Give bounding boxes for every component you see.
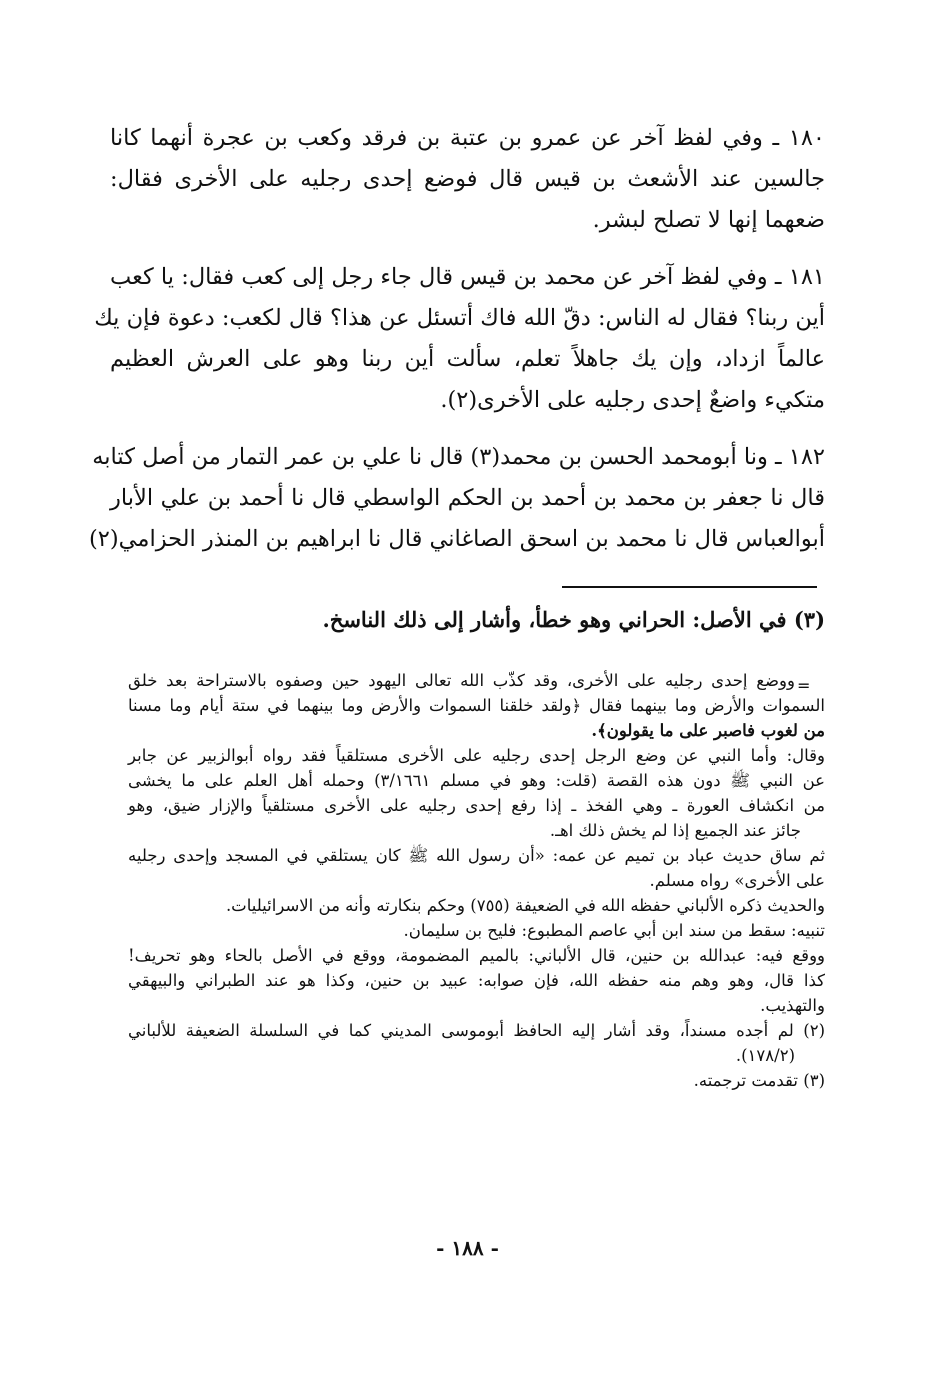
paragraph-182 [88, 437, 825, 560]
footnote-line: (١٧٨/٢). [735, 1046, 795, 1065]
footnote-line: ووضع إحدى رجليه على الأخرى، وقد كذّب الله تعالى اليهود حين وصفوه بالاستراحة بعد خلق [128, 671, 795, 690]
footnote-line: والحديث ذكره الألباني حفظه الله في الضعيفة (٧٥٥) وحكم بنكارته وأنه من الاسرائيليات. [225, 896, 825, 915]
footnote-line: السموات والأرض وما بينهما فقال ﴿ولقد خلقنا السموات والأرض وما بينهما في ستة أيام وما مسنا [128, 696, 825, 715]
footnote-line: تنبيه: سقط من سند ابن أبي عاصم المطبوع: فليح بن سليمان. [403, 921, 825, 940]
footnote-line: على الأخرى» رواه مسلم. [649, 871, 825, 890]
text-line: ١٨٢ ـ ونا أبومحمد الحسن بن محمد(٣) قال نا علي بن عمر التمار من أصل كتابه [92, 444, 825, 470]
footnotes-block [128, 668, 825, 1093]
footnote-line: عن النبي ﷺ دون هذه القصة (قلت: وهو في مسلم ٣/١٦٦١) وحمله أهل العلم على ما يخشى [128, 771, 826, 790]
text-line: متكيء واضعٌ إحدى رجليه على الأخرى(٢). [440, 387, 825, 413]
footnote-line: من انكشاف العورة ـ وهي الفخذ ـ إذا رفع إحدى رجليه على الأخرى مستلقياً والإزار ضيق، وهو [128, 796, 825, 815]
text-line: ١٨٠ ـ وفي لفظ آخر عن عمرو بن عتبة بن فرقد وكعب بن عجرة أنهما كانا [110, 125, 825, 151]
footnote-line: وقال: وأما النبي عن وضع الرجل إحدى رجليه على الأخرى مستلقياً فقد رواه أبوالزبير عن جابر [128, 746, 825, 765]
text-line: ضعهما إنها لا تصلح لبشر. [592, 207, 825, 233]
main-text [88, 118, 825, 576]
text-line: ١٨١ ـ وفي لفظ آخر عن محمد بن قيس قال جاء رجل إلى كعب فقال: يا كعب [110, 264, 825, 290]
main-footnote: (٣) في الأصل: الحراني وهو خطأ، وأشار إلى ذلك الناسخ. [322, 607, 825, 632]
text-line: عالماً ازداد، وإن يك جاهلاً تعلم، سألت أين ربنا وهو على العرش العظيم [110, 346, 825, 372]
footnote-line: جائز عند الجميع إذا لم يخش ذلك اهـ. [549, 821, 801, 840]
text-line: جالسين عند الأشعث بن قيس قال فوضع إحدى رجليه على الأخرى فقال: [110, 166, 825, 192]
footnote-line: والتهذيب. [760, 996, 825, 1015]
text-line: أين ربنا؟ فقال له الناس: دقّ الله فاك أتسئل عن هذا؟ قال لكعب: دعوة فإن يك [94, 305, 825, 331]
footnote-separator [562, 586, 817, 588]
continuation-mark: = [797, 676, 811, 695]
text-line: قال نا جعفر بن محمد بن أحمد بن الحكم الواسطي قال نا أحمد بن علي الأبار [110, 485, 825, 511]
paragraph-181 [94, 257, 825, 421]
footnote-line: من لغوب فاصبر على ما يقولون﴾. [591, 721, 825, 740]
footnote-line: كذا قال، وهو وهم منه حفظه الله، فإن صوابه: عبيد بن حنين، وكذا هو عند الطبراني والبيهقي [128, 971, 825, 990]
page-number: - ١٨٨ - [436, 1236, 499, 1260]
paragraph-180 [110, 118, 825, 241]
footnote-line: (٢) لم أجده مسنداً، وقد أشار إليه الحافظ أبوموسى المديني كما في السلسلة الضعيفة للألباني [128, 1021, 825, 1040]
text-line: أبوالعباس قال نا محمد بن اسحق الصاغاني قال نا ابراهيم بن المنذر الحزامي(٢) [88, 526, 825, 552]
footnote-line: ووقع فيه: عبدالله بن حنين، قال الألباني: بالميم المضمومة، ووقع في الأصل بالحاء وهو تحريف! [128, 946, 825, 965]
footnote-line: ثم ساق حديث عباد بن تميم عن عمه: «أن رسول الله ﷺ كان يستلقي في المسجد وإحدى رجليه [128, 846, 825, 865]
footnote-line: (٣) تقدمت ترجمته. [693, 1071, 825, 1090]
